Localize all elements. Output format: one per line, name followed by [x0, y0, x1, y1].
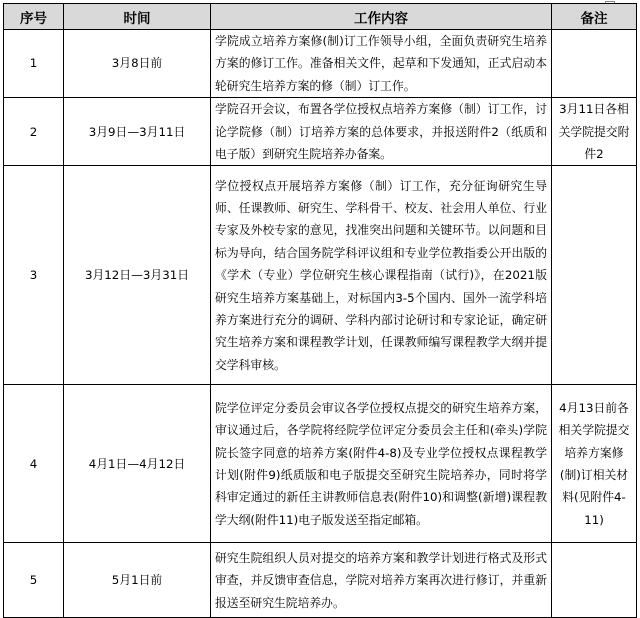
row-no: 2 [4, 98, 64, 166]
row-note [552, 166, 637, 385]
header-content: 工作内容 [211, 4, 552, 30]
work-schedule-table [3, 3, 637, 618]
row-time: 4月1日—4月12日 [64, 385, 211, 543]
row-note [552, 543, 637, 618]
row-content: 学位授权点开展培养方案修（制）订工作，充分征询研究生导师、任课教师、研究生、学科骨干、校友、社会用人单位、行业专家及外校专家的意见，找准突出问题和关键环节。以问题和目标为导向，结合国务院学科评议组和专业学位教指委公开出版的《学术（专业）学位研究生核心课程指南（试行)》，在2021版研究生培养方案基础上，对标国内3-5个国内、国外一流学科培养方案进行充分的调研、学科内部讨论研讨和专家论证，确定研究生培养方案和课程教学计划，任课教师编写课程教学大纲并提交学科审核。 [211, 166, 552, 385]
table-header-row [4, 4, 637, 30]
row-no: 4 [4, 385, 64, 543]
row-no: 1 [4, 30, 64, 98]
table-row [4, 30, 637, 98]
table-row [4, 98, 637, 166]
row-time: 3月12日—3月31日 [64, 166, 211, 385]
row-content: 院学位评定分委员会审议各学位授权点提交的研究生培养方案，审议通过后，各学院将经院学位评定分委员会主任和(牵头)学院院长签字同意的培养方案(附件4-8)及专业学位授权点课程教学计划(附件9)纸质版和电子版提交至研究生院培养办，同时将学科审定通过的新任主讲教师信息表(附件10)和调整(新增)课程教学大纲(附件11)电子版发送至指定邮箱。 [211, 385, 552, 543]
table-row [4, 543, 637, 618]
row-content: 学院成立培养方案修(制)订工作领导小组，全面负责研究生培养方案的修订工作。准备相关文件，起草和下发通知，正式启动本轮研究生培养方案的修（制）订工作。 [211, 30, 552, 98]
row-no: 3 [4, 166, 64, 385]
row-no: 5 [4, 543, 64, 618]
row-content: 研究生院组织人员对提交的培养方案和教学计划进行格式及形式审查，并反馈审查信息，学院对培养方案再次进行修订，并重新报送至研究生院培养办。 [211, 543, 552, 618]
row-time: 3月8日前 [64, 30, 211, 98]
row-note: 4月13日前各相关学院提交培养方案修(制)订相关材料(见附件4-11) [552, 385, 637, 543]
row-note: 3月11日各相关学院提交附件2 [552, 98, 637, 166]
header-time: 时间 [64, 4, 211, 30]
header-no: 序号 [4, 4, 64, 30]
row-time: 3月9日—3月11日 [64, 98, 211, 166]
row-time: 5月1日前 [64, 543, 211, 618]
row-content: 学院召开会议，布置各学位授权点培养方案修（制）订工作，讨论学院修（制）订培养方案的总体要求，并报送附件2（纸质和电子版）到研究生院培养办备案。 [211, 98, 552, 166]
table-row [4, 166, 637, 385]
row-note [552, 30, 637, 98]
header-note: 备注 [552, 4, 637, 30]
table-row [4, 385, 637, 543]
